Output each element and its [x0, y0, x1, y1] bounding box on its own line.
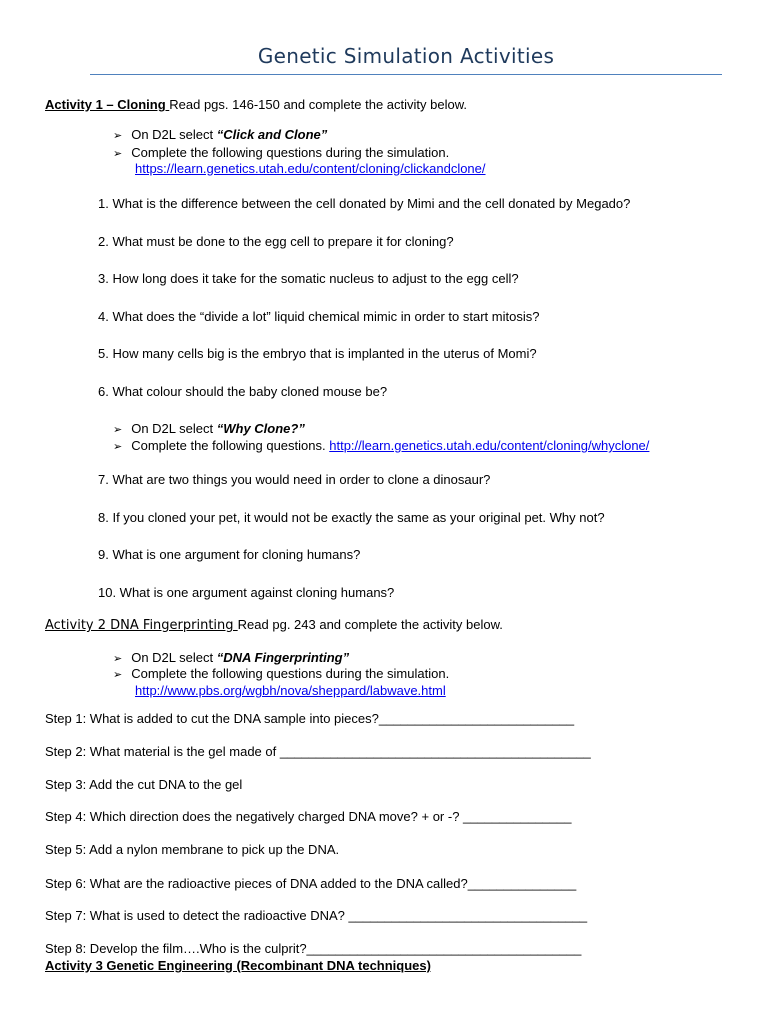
step-4: Step 4: Which direction does the negatively charged DNA move? + or -? _______________: [45, 809, 572, 824]
activity-1-bullet-2: ➢ Complete the following questions during the simulation.: [113, 145, 450, 160]
click-and-clone-link[interactable]: https://learn.genetics.utah.edu/content/cloning/clickandclone/: [135, 161, 486, 176]
question-2: 2. What must be done to the egg cell to prepare it for cloning?: [98, 234, 454, 249]
activity-2-line: [45, 617, 503, 634]
activity-2-intro: Read pg. 243 and complete the activity below.: [237, 617, 503, 632]
question-6: 6. What colour should the baby cloned mouse be?: [98, 384, 388, 399]
activity-1-bullet-4: ➢ Complete the following questions. http://learn.genetics.utah.edu/content/cloning/whyclone/: [113, 438, 650, 453]
activity-1-intro: Read pgs. 146-150 and complete the activity below.: [169, 97, 467, 112]
arrow-bullet-icon: ➢: [113, 653, 123, 665]
step-5: Step 5: Add a nylon membrane to pick up the DNA.: [45, 842, 340, 857]
dna-fingerprinting-link[interactable]: http://www.pbs.org/wgbh/nova/sheppard/labwave.html: [135, 683, 446, 698]
question-9: 9. What is one argument for cloning humans?: [98, 547, 361, 562]
arrow-bullet-icon: ➢: [113, 441, 123, 453]
question-1: 1. What is the difference between the cell donated by Mimi and the cell donated by Megado?: [98, 196, 631, 211]
activity-2-heading: Activity 2 DNA Fingerprinting: [45, 618, 238, 633]
question-8: 8. If you cloned your pet, it would not be exactly the same as your original pet. Why not?: [98, 510, 605, 525]
question-5: 5. How many cells big is the embryo that is implanted in the uterus of Momi?: [98, 346, 537, 361]
question-7: 7. What are two things you would need in order to clone a dinosaur?: [98, 472, 491, 487]
question-10: 10. What is one argument against cloning humans?: [98, 585, 395, 600]
page-title: Genetic Simulation Activities: [257, 44, 555, 68]
activity-2-bullet-1: ➢ On D2L select “DNA Fingerprinting”: [113, 650, 350, 665]
title-divider: [90, 74, 722, 75]
why-clone-link[interactable]: http://learn.genetics.utah.edu/content/cloning/whyclone/: [329, 438, 650, 453]
question-3: 3. How long does it take for the somatic nucleus to adjust to the egg cell?: [98, 271, 519, 286]
arrow-bullet-icon: ➢: [113, 669, 123, 681]
step-1: Step 1: What is added to cut the DNA sample into pieces?___________________________: [45, 711, 575, 726]
question-4: 4. What does the “divide a lot” liquid chemical mimic in order to start mitosis?: [98, 309, 540, 324]
arrow-bullet-icon: ➢: [113, 424, 123, 436]
step-2: Step 2: What material is the gel made of ___________________________________________: [45, 744, 591, 759]
activity-3-heading: Activity 3 Genetic Engineering (Recombinant DNA techniques): [45, 958, 431, 973]
step-7: Step 7: What is used to detect the radioactive DNA? _________________________________: [45, 908, 588, 923]
step-8: Step 8: Develop the film….Who is the culprit?______________________________________: [45, 941, 582, 956]
activity-1-bullet-3: ➢ On D2L select “Why Clone?”: [113, 421, 305, 436]
step-6: Step 6: What are the radioactive pieces of DNA added to the DNA called?_______________: [45, 876, 577, 891]
arrow-bullet-icon: ➢: [113, 148, 123, 160]
step-3: Step 3: Add the cut DNA to the gel: [45, 777, 243, 792]
arrow-bullet-icon: ➢: [113, 130, 123, 142]
activity-1-heading: Activity 1 – Cloning: [45, 97, 170, 112]
activity-1-bullet-1: ➢ On D2L select “Click and Clone”: [113, 127, 328, 142]
activity-2-bullet-2: ➢ Complete the following questions during the simulation.: [113, 666, 450, 681]
activity-1-line: [45, 97, 467, 113]
